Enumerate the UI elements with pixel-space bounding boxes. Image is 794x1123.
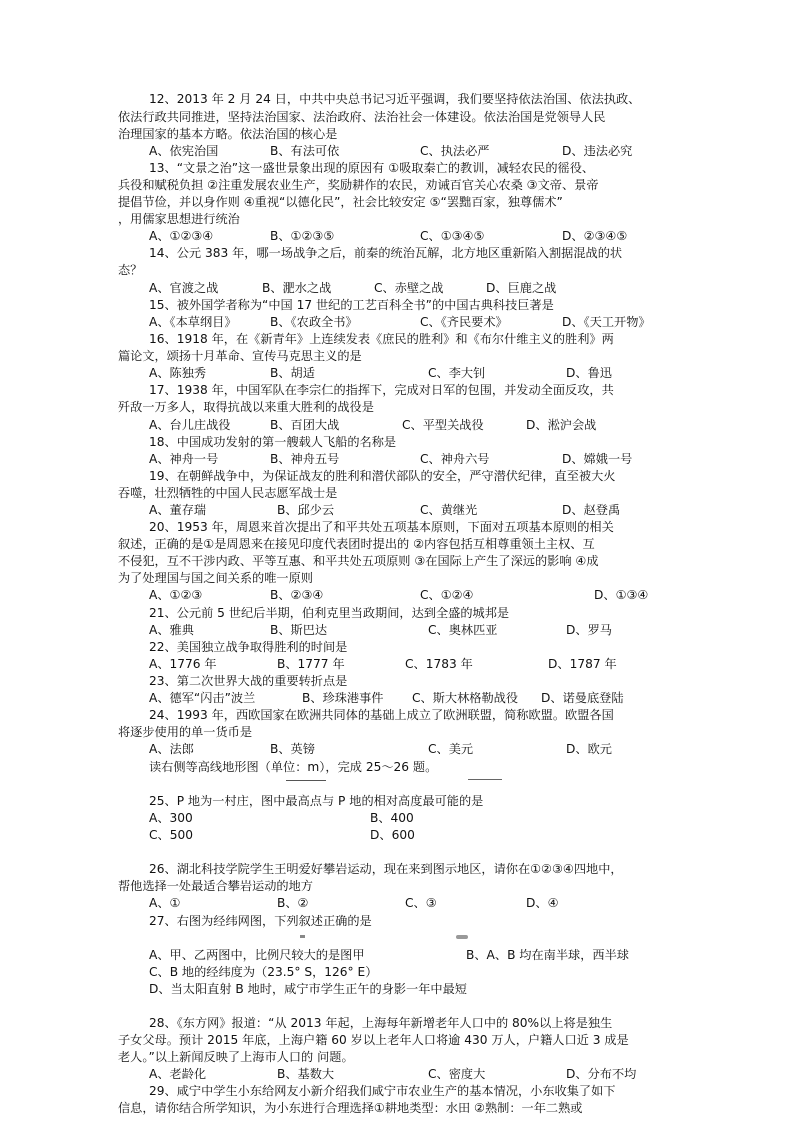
- option-item: B、百团大战: [270, 418, 340, 432]
- dash-mark: [468, 779, 502, 780]
- text-line: 16、1918 年，在《新青年》上连续发表《庶民的胜利》和《布尔什维主义的胜利》两: [149, 332, 614, 346]
- option-item: D、分布不均: [566, 1067, 637, 1081]
- option-item: C、美元: [428, 742, 474, 756]
- option-item: D、违法必究: [562, 144, 633, 158]
- option-item: D、《天工开物》: [562, 315, 651, 329]
- text-line: 不侵犯，互不干涉内政、平等互惠、和平共处五项原则 ③在国际上产生了深远的影响 ④成: [118, 554, 599, 568]
- option-item: B、②: [277, 896, 309, 910]
- text-line: 12、2013 年 2 月 24 日，中共中央总书记习近平强调，我们要坚持依法治国、依法执政、: [149, 92, 641, 106]
- option-item: A、台儿庄战役: [149, 418, 231, 432]
- option-item: A、依宪治国: [149, 144, 219, 158]
- option-item: B、淝水之战: [262, 281, 332, 295]
- text-line: ，用儒家思想进行统治: [118, 212, 240, 226]
- option-item: D、嫦娥一号: [562, 452, 633, 466]
- text-line: 老人。”以上新闻反映了上海市人口的 问题。: [118, 1050, 354, 1064]
- option-item: C、黄继光: [420, 503, 478, 517]
- option-item: B、1777 年: [277, 657, 345, 671]
- option-item: D、诺曼底登陆: [541, 691, 624, 705]
- text-line: 22、美国独立战争取得胜利的时间是: [149, 640, 348, 654]
- option-item: A、1776 年: [149, 657, 217, 671]
- option-item: B、A、B 均在南半球，西半球: [466, 948, 629, 962]
- option-item: D、赵登禹: [562, 503, 621, 517]
- option-item: B、神舟五号: [270, 452, 340, 466]
- option-item: C、赤壁之战: [374, 281, 444, 295]
- option-item: C、《齐民要术》: [420, 315, 508, 329]
- option-item: A、神舟一号: [149, 452, 219, 466]
- option-item: D、②③④⑤: [562, 229, 628, 243]
- text-line: 15、被外国学者称为“中国 17 世纪的工艺百科全书”的中国古典科技巨著是: [149, 298, 554, 312]
- option-item: B、400: [370, 811, 414, 825]
- text-line: 子女父母。预计 2015 年底，上海户籍 60 岁以上老年人口将逾 430 万人，户籍人口近 3 成是: [118, 1033, 629, 1047]
- text-line: 27、右图为经纬网图，下列叙述正确的是: [149, 914, 372, 928]
- text-line: 24、1993 年，西欧国家在欧洲共同体的基础上成立了欧洲联盟，简称欧盟。欧盟各国: [149, 708, 614, 722]
- text-line: 态？: [118, 263, 143, 277]
- option-item: C、B 地的经纬度为（23.5° S，126° E）: [149, 965, 378, 979]
- underline-mark: [286, 780, 326, 781]
- option-item: B、基数大: [277, 1067, 335, 1081]
- option-item: A、老龄化: [149, 1067, 207, 1081]
- option-item: D、1787 年: [548, 657, 617, 671]
- text-line: 17、1938 年，中国军队在李宗仁的指挥下，完成对日军的包围，并发动全面反攻，共: [149, 383, 614, 397]
- text-line: 29、咸宁中学生小东给网友小新介绍我们咸宁市农业生产的基本情况，小东收集了如下: [149, 1084, 616, 1098]
- text-line: 25、P 地为一村庄，图中最高点与 P 地的相对高度最可能的是: [149, 794, 484, 808]
- option-item: D、①③④: [594, 588, 649, 602]
- text-line: 帮他选择一处最适合攀岩运动的地方: [118, 879, 313, 893]
- text-line: 吞噬，壮烈牺牲的中国人民志愿军战士是: [118, 486, 338, 500]
- option-item: A、董存瑞: [149, 503, 207, 517]
- option-item: C、执法必严: [420, 144, 490, 158]
- option-item: D、欧元: [566, 742, 612, 756]
- text-line: 18、中国成功发射的第一艘载人飞船的名称是: [149, 435, 397, 449]
- option-item: D、当太阳直射 B 地时，咸宁市学生正午的身影一年中最短: [149, 982, 467, 996]
- text-line: 将逐步使用的单一货币是: [118, 725, 253, 739]
- text-line: 歼敌一万多人，取得抗战以来重大胜利的战役是: [118, 400, 374, 414]
- option-item: C、奥林匹亚: [428, 623, 498, 637]
- option-item: B、②③④: [270, 588, 324, 602]
- option-item: D、罗马: [566, 623, 612, 637]
- option-item: C、500: [149, 828, 193, 842]
- option-item: C、1783 年: [405, 657, 473, 671]
- option-item: C、平型关战役: [402, 418, 484, 432]
- text-line: 读右侧等高线地形图（单位：m），完成 25～26 题。: [149, 760, 438, 774]
- speck-mark: [300, 935, 305, 938]
- option-item: A、德军“闪击”波兰: [149, 691, 256, 705]
- text-line: 兵役和赋税负担 ②注重发展农业生产，奖励耕作的农民，劝诫百官关心农桑 ③文帝、景帝: [118, 178, 599, 192]
- option-item: C、①③④⑤: [420, 229, 485, 243]
- text-line: 20、1953 年，周恩来首次提出了和平共处五项基本原则，下面对五项基本原则的相关: [149, 520, 614, 534]
- text-line: 提倡节俭，并以身作则 ④重视“以德化民”，社会比较安定 ⑤“罢黜百家，独尊儒术”: [118, 195, 563, 209]
- option-item: C、密度大: [428, 1067, 486, 1081]
- option-item: B、邱少云: [277, 503, 335, 517]
- text-line: 13、“文景之治”这一盛世景象出现的原因有 ①吸取秦亡的教训，减轻农民的徭役、: [149, 161, 595, 175]
- option-item: C、斯大林格勒战役: [412, 691, 519, 705]
- option-item: C、神舟六号: [420, 452, 490, 466]
- text-line: 14、公元 383 年，哪一场战争之后，前秦的统治瓦解，北方地区重新陷入割据混战的状: [149, 246, 623, 260]
- text-line: 23、第二次世界大战的重要转折点是: [149, 674, 348, 688]
- text-line: 21、公元前 5 世纪后半期，伯利克里当政期间，达到全盛的城邦是: [149, 606, 510, 620]
- option-item: A、①②③: [149, 588, 203, 602]
- option-item: D、淞沪会战: [526, 418, 597, 432]
- option-item: A、①②③④: [149, 229, 214, 243]
- option-item: A、法郎: [149, 742, 194, 756]
- option-item: A、甲、乙两图中，比例尺较大的是图甲: [149, 948, 365, 962]
- text-line: 叙述，正确的是①是周恩来在接见印度代表团时提出的 ②内容包括互相尊重领土主权、互: [118, 537, 595, 551]
- option-item: D、④: [526, 896, 559, 910]
- option-item: A、陈独秀: [149, 366, 207, 380]
- fish-mark: [456, 935, 468, 939]
- text-line: 依法行政共同推进，坚持法治国家、法治政府、法治社会一体建设。依法治国是党领导人民: [118, 110, 606, 124]
- option-item: B、有法可依: [270, 144, 340, 158]
- text-line: 26、湖北科技学院学生王明爱好攀岩运动，现在来到图示地区，请你在①②③④四地中，: [149, 862, 623, 876]
- option-item: C、①②④: [420, 588, 474, 602]
- option-item: B、①②③⑤: [270, 229, 335, 243]
- option-item: A、300: [149, 811, 193, 825]
- text-line: 篇论文，颂扬十月革命、宣传马克思主义的是: [118, 349, 362, 363]
- text-line: 19、在朝鲜战争中，为保证战友的胜利和潜伏部队的安全，严守潜伏纪律，直至被大火: [149, 469, 616, 483]
- option-item: C、李大钊: [428, 366, 486, 380]
- text-line: 信息，请你结合所学知识，为小东进行合理选择①耕地类型：水田 ②熟制：一年二熟或: [118, 1101, 583, 1115]
- option-item: A、官渡之战: [149, 281, 219, 295]
- option-item: A、《本草纲目》: [149, 315, 237, 329]
- option-item: C、③: [405, 896, 437, 910]
- option-item: D、600: [370, 828, 415, 842]
- option-item: B、胡适: [270, 366, 315, 380]
- option-item: A、①: [149, 896, 181, 910]
- option-item: A、雅典: [149, 623, 194, 637]
- option-item: D、巨鹿之战: [486, 281, 557, 295]
- text-line: 治理国家的基本方略。依法治国的核心是: [118, 127, 338, 141]
- text-line: 为了处理国与国之间关系的唯一原则: [118, 571, 313, 585]
- option-item: B、《农政全书》: [270, 315, 358, 329]
- option-item: B、英镑: [270, 742, 315, 756]
- option-item: B、斯巴达: [270, 623, 328, 637]
- option-item: D、鲁迅: [566, 366, 612, 380]
- option-item: B、珍珠港事件: [302, 691, 384, 705]
- text-line: 28、《东方网》报道：“从 2013 年起，上海每年新增老年人口中的 80%以上将是独生: [149, 1016, 613, 1030]
